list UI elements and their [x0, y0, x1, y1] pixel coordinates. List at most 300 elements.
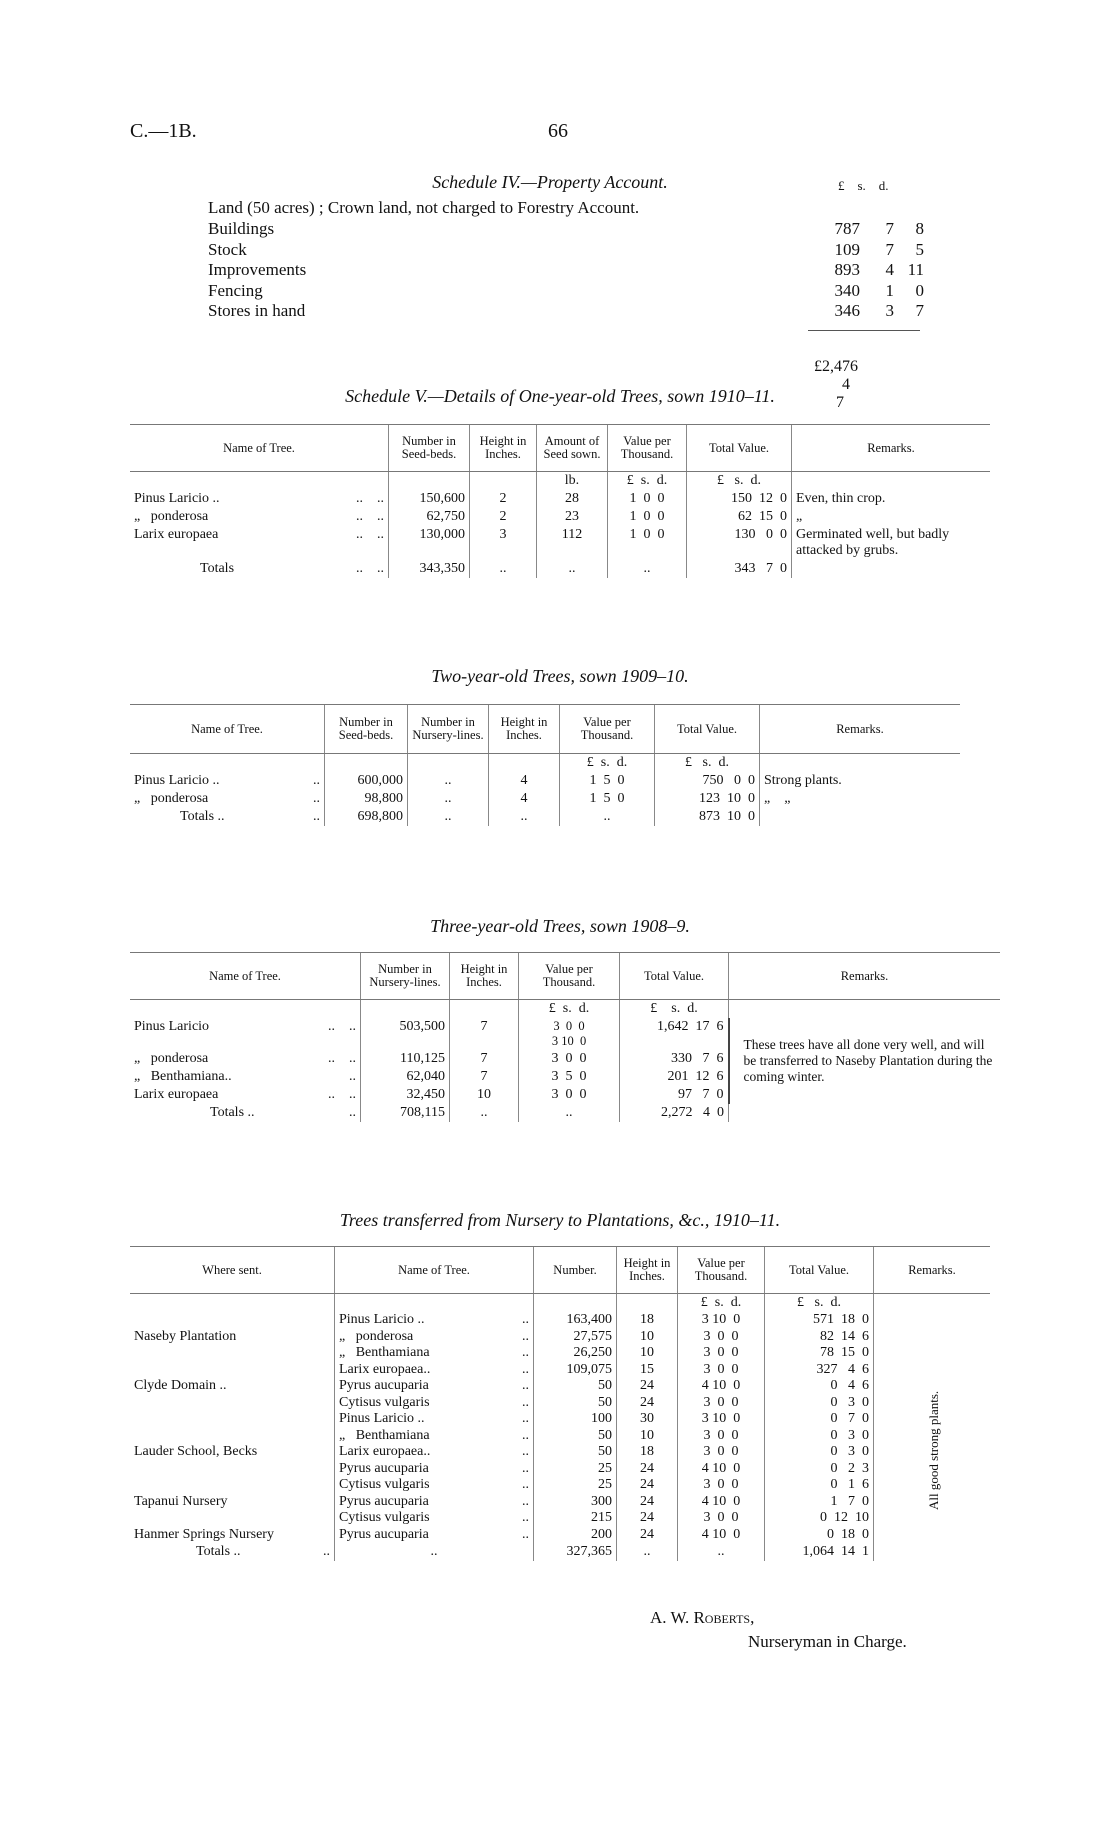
number-cell: 27,575 [534, 1329, 617, 1346]
remarks-cell [874, 1345, 991, 1362]
tree-name: „ ponderosa [134, 791, 209, 806]
col-height: Height in Inches. [489, 705, 560, 754]
leader-dots: .. .. [328, 1051, 356, 1066]
where-cell [130, 1510, 335, 1527]
tree-name-cell [335, 1444, 534, 1461]
value-cell: 3 0 0 [678, 1444, 765, 1461]
height-cell: 10 [450, 1086, 519, 1104]
property-label: Improvements [208, 260, 307, 279]
col-value: Value per Thousand. [519, 953, 620, 1000]
col-remarks: Remarks. [874, 1247, 991, 1294]
tree-name-cell [335, 1395, 534, 1412]
col-name: Name of Tree. [130, 425, 389, 472]
tree-name-cell [335, 1510, 534, 1527]
value-cell: 3 10 0 [678, 1411, 765, 1428]
total-cell: 0 3 0 [765, 1444, 874, 1461]
col-height: Height in Inches. [617, 1247, 678, 1294]
height-cell: 7 [450, 1018, 519, 1050]
tree-name-cell [335, 1345, 534, 1362]
value-cell: 1 5 0 [560, 772, 655, 790]
total-cell: 97 7 0 [620, 1086, 729, 1104]
totals-row [130, 1543, 990, 1561]
total-height: .. [450, 1104, 519, 1122]
col-value: Value per Thousand. [678, 1247, 765, 1294]
unit-total: £ s. d. [765, 1294, 874, 1313]
number-cell: 62,750 [389, 508, 470, 526]
col-number: Number. [534, 1247, 617, 1294]
tree-name: „ Benthamiana [339, 1427, 430, 1443]
page-number: 66 [548, 120, 568, 142]
property-pounds: 893 [834, 260, 860, 279]
height-cell: 4 [489, 790, 560, 808]
where-cell [130, 1477, 335, 1494]
tree-name-cell [335, 1362, 534, 1379]
number-cell: 50 [534, 1378, 617, 1395]
value-cell: 4 10 0 [678, 1378, 765, 1395]
tree-name-cell [335, 1494, 534, 1511]
total-height: .. [617, 1543, 678, 1561]
transfers-table [130, 1246, 990, 1561]
unit-value: £ s. d. [608, 472, 687, 491]
total-name: .. [335, 1543, 534, 1561]
total-seedbeds: 698,800 [325, 808, 408, 826]
totals-label-cell [130, 1543, 335, 1561]
total-nursery: .. [408, 808, 489, 826]
leader-dots: .. [522, 1444, 529, 1459]
col-seedbeds: Number in Seed-beds. [389, 425, 470, 472]
where-cell: Clyde Domain .. [134, 1378, 227, 1393]
number-cell: 215 [534, 1510, 617, 1527]
total-cell: 0 1 6 [765, 1477, 874, 1494]
col-total: Total Value. [655, 705, 760, 754]
total-height: .. [489, 808, 560, 826]
where-cell: Tapanui Nursery [134, 1493, 228, 1509]
signature-role: Nurseryman in Charge. [748, 1632, 907, 1651]
signature-name: A. W. Roberts, [650, 1608, 755, 1627]
leader-dots: .. [522, 1493, 529, 1509]
tree-name: Larix europaea [134, 527, 219, 542]
number-cell: 163,400 [534, 1312, 617, 1329]
tree-name-cell [130, 490, 389, 508]
leader-dots: .. [349, 1069, 356, 1084]
totals-label-cell [130, 808, 325, 826]
property-label: Stock [208, 239, 247, 259]
height-cell: 2 [470, 508, 537, 526]
leader-dots: .. [522, 1361, 529, 1377]
total-cell: 78 15 0 [765, 1345, 874, 1362]
number-cell: 50 [534, 1428, 617, 1445]
where-cell [130, 1428, 335, 1445]
tree-name: „ ponderosa [134, 1051, 209, 1066]
leader-dots: .. .. [356, 509, 384, 524]
where-cell [130, 1312, 335, 1329]
tree-name: Cytisus vulgaris [339, 1477, 430, 1492]
grand-total: 343 7 0 [687, 560, 792, 578]
totals-label: Totals [200, 561, 235, 576]
property-pence: 7 [915, 301, 924, 320]
empty-cell [729, 1104, 1001, 1122]
total-value: .. [519, 1104, 620, 1122]
tree-name: Pyrus aucuparia [339, 1526, 429, 1542]
seed-cell: 28 [537, 490, 608, 508]
number-cell: 109,075 [534, 1362, 617, 1379]
property-label: Fencing [208, 280, 263, 300]
property-items [208, 219, 928, 322]
height-cell: 4 [489, 772, 560, 790]
tree-name-cell [130, 790, 325, 808]
unit-total: £ s. d. [655, 754, 760, 773]
total-cell: 130 0 0 [687, 526, 792, 560]
total-cell: 330 7 6 [620, 1050, 729, 1068]
seed-cell: 112 [537, 526, 608, 560]
table-row [130, 1411, 990, 1428]
total-cell: 0 18 0 [765, 1527, 874, 1544]
tree-name-cell [130, 1068, 361, 1086]
number-cell: 50 [534, 1444, 617, 1461]
leader-dots: .. [313, 809, 320, 824]
leader-dots: .. [313, 791, 320, 806]
total-cell: 1 7 0 [765, 1494, 874, 1511]
height-cell: 18 [617, 1444, 678, 1461]
tree-name-cell [335, 1411, 534, 1428]
value-cell: 3 0 0 [678, 1395, 765, 1412]
height-cell: 15 [617, 1362, 678, 1379]
leader-dots: .. [522, 1526, 529, 1542]
empty-cell [874, 1543, 991, 1561]
height-cell: 2 [470, 490, 537, 508]
table-row [130, 1510, 990, 1527]
total-cell: 1,642 17 6 [620, 1018, 729, 1050]
nursery-cell: .. [408, 790, 489, 808]
tree-name-cell [130, 1018, 361, 1050]
leader-dots: .. .. [356, 561, 384, 576]
value-cell: 3 0 0 3 10 0 [519, 1018, 620, 1050]
number-cell: 100 [534, 1411, 617, 1428]
tree-name: Pinus Laricio .. [134, 491, 220, 506]
col-value: Value per Thousand. [560, 705, 655, 754]
total-number: 343,350 [389, 560, 470, 578]
currency-header: £ s. d. [838, 178, 889, 193]
value-cell: 3 10 0 [678, 1312, 765, 1329]
empty-cell [760, 808, 961, 826]
leader-dots: .. [522, 1427, 529, 1443]
remarks-cell [874, 1527, 991, 1544]
height-cell: 7 [450, 1068, 519, 1086]
unit-value: £ s. d. [519, 1000, 620, 1019]
table-row [130, 1329, 990, 1346]
property-pounds: 340 [834, 280, 860, 300]
leader-dots: .. [522, 1394, 529, 1410]
grand-total: 1,064 14 1 [765, 1543, 874, 1561]
transfers-title: Trees transferred from Nursery to Plantations, &c., 1910–11. [339, 1210, 781, 1230]
tree-name: „ Benthamiana [339, 1345, 430, 1360]
tree-name: Pinus Laricio .. [339, 1312, 425, 1327]
remarks-cell: These trees have all done very well, and will be transferred to Naseby Plantation during the coming winter. [729, 1018, 1001, 1104]
height-cell: 24 [617, 1395, 678, 1412]
total-cell: 123 10 0 [655, 790, 760, 808]
leader-dots: .. .. [356, 491, 384, 506]
unit-value: £ s. d. [560, 754, 655, 773]
table-row [130, 772, 960, 790]
col-name: Name of Tree. [130, 953, 361, 1000]
tree-name: Pyrus aucuparia [339, 1378, 429, 1393]
totals-label-cell [130, 1104, 361, 1122]
tree-name: Pyrus aucuparia [339, 1493, 429, 1509]
value-cell: 3 0 0 [678, 1329, 765, 1346]
table-row [130, 1527, 990, 1544]
total-cell: 201 12 6 [620, 1068, 729, 1086]
tree-name-cell [335, 1477, 534, 1494]
col-remarks: Remarks. [760, 705, 961, 754]
tree-name: „ Benthamiana.. [134, 1069, 232, 1084]
total-cell: 0 7 0 [765, 1411, 874, 1428]
value-cell: 3 0 0 [519, 1086, 620, 1104]
col-value: Value per Thousand. [608, 425, 687, 472]
value-cell: 3 0 0 [519, 1050, 620, 1068]
remarks-cell: „ „ [760, 790, 961, 808]
leader-dots: .. [323, 1544, 330, 1559]
property-row [208, 260, 928, 281]
schedule-v-title: Schedule V.—Details of One-year-old Trees, sown 1910–11. [345, 386, 775, 406]
two-year-title: Two-year-old Trees, sown 1909–10. [431, 666, 689, 686]
remarks-cell [874, 1312, 991, 1329]
property-row [208, 219, 928, 240]
col-seedbeds: Number in Seed-beds. [325, 705, 408, 754]
number-cell: 62,040 [361, 1068, 450, 1086]
leader-dots: .. [522, 1411, 529, 1426]
seedbeds-cell: 600,000 [325, 772, 408, 790]
tree-name-cell [130, 772, 325, 790]
number-cell: 200 [534, 1527, 617, 1544]
total-cell: 0 12 10 [765, 1510, 874, 1527]
property-account-title: Schedule IV.—Property Account. [432, 172, 668, 192]
property-total-shillings: 4 [842, 376, 850, 393]
unit-total: £ s. d. [687, 472, 792, 491]
height-cell: 10 [617, 1428, 678, 1445]
leader-dots: .. [522, 1345, 529, 1360]
number-cell: 32,450 [361, 1086, 450, 1104]
property-pence: 11 [907, 260, 924, 279]
value-cell: 3 0 0 [678, 1428, 765, 1445]
leader-dots: .. [522, 1460, 529, 1476]
value-cell: 4 10 0 [678, 1494, 765, 1511]
tree-name: Larix europaea.. [339, 1361, 431, 1377]
three-year-title: Three-year-old Trees, sown 1908–9. [430, 916, 690, 936]
property-pence: 5 [915, 239, 924, 259]
number-cell: 110,125 [361, 1050, 450, 1068]
land-note: Land (50 acres) ; Crown land, not charged to Forestry Account. [208, 198, 640, 217]
where-cell [130, 1411, 335, 1428]
col-height: Height in Inches. [450, 953, 519, 1000]
property-row [208, 301, 928, 322]
tree-name: „ ponderosa [134, 509, 209, 524]
table-row [130, 1018, 1000, 1050]
height-cell: 24 [617, 1510, 678, 1527]
property-total-pounds: £2,476 [814, 358, 858, 375]
leader-dots: .. [522, 1477, 529, 1492]
col-remarks: Remarks. [729, 953, 1001, 1000]
table-row [130, 1312, 990, 1329]
total-value: .. [560, 808, 655, 826]
property-shillings: 1 [885, 280, 894, 300]
tree-name: Larix europaea [134, 1087, 219, 1102]
value-cell: 4 10 0 [678, 1527, 765, 1544]
col-total: Total Value. [620, 953, 729, 1000]
number-cell: 300 [534, 1494, 617, 1511]
transfers-remarks: All good strong plants. [926, 1390, 941, 1510]
value-cell: 3 0 0 [678, 1510, 765, 1527]
col-seed: Amount of Seed sown. [537, 425, 608, 472]
value-cell: 3 0 0 [678, 1345, 765, 1362]
property-row [208, 281, 928, 302]
table-row [130, 1444, 990, 1461]
property-shillings: 3 [885, 301, 894, 320]
col-where: Where sent. [130, 1247, 335, 1294]
tree-name: Pinus Laricio .. [134, 773, 220, 788]
totals-label: Totals .. [196, 1544, 241, 1559]
where-cell [130, 1395, 335, 1412]
total-cell: 150 12 0 [687, 490, 792, 508]
height-cell: 3 [470, 526, 537, 560]
table-row [130, 1395, 990, 1412]
col-tree: Name of Tree. [335, 1247, 534, 1294]
unit-value: £ s. d. [678, 1294, 765, 1313]
where-cell: Lauder School, Becks [134, 1444, 258, 1459]
tree-name-cell [335, 1428, 534, 1445]
table-row [130, 1477, 990, 1494]
tree-name-cell [130, 1050, 361, 1068]
total-cell: 0 3 0 [765, 1428, 874, 1445]
total-number: 708,115 [361, 1104, 450, 1122]
property-label: Stores in hand [208, 301, 306, 320]
remarks-cell: Even, thin crop. [792, 490, 991, 508]
tree-name: Pinus Laricio [134, 1019, 210, 1034]
total-cell: 327 4 6 [765, 1362, 874, 1379]
total-number: 327,365 [534, 1543, 617, 1561]
total-cell: 0 4 6 [765, 1378, 874, 1395]
table-row [130, 1494, 990, 1511]
leader-dots: .. .. [328, 1087, 356, 1102]
height-cell: 30 [617, 1411, 678, 1428]
where-cell [130, 1362, 335, 1379]
number-cell: 25 [534, 1477, 617, 1494]
leader-dots: .. [522, 1510, 529, 1525]
tree-name: Pinus Laricio .. [339, 1411, 425, 1426]
total-seed: .. [537, 560, 608, 578]
col-nursery: Number in Nursery-lines. [408, 705, 489, 754]
unit-total: £ s. d. [620, 1000, 729, 1019]
tree-name: Larix europaea.. [339, 1444, 431, 1459]
page-ref: C.—1B. [130, 120, 197, 142]
total-rule [808, 330, 920, 331]
property-pounds: 109 [834, 239, 860, 259]
table-row [130, 1461, 990, 1478]
col-nursery: Number in Nursery-lines. [361, 953, 450, 1000]
height-cell: 24 [617, 1477, 678, 1494]
table-row [130, 1362, 990, 1379]
leader-dots: .. [522, 1328, 529, 1344]
number-cell: 25 [534, 1461, 617, 1478]
col-height: Height in Inches. [470, 425, 537, 472]
remarks-cell: Germinated well, but badly attacked by grubs. [792, 526, 991, 560]
tree-name-cell [130, 1086, 361, 1104]
tree-name-cell [335, 1329, 534, 1346]
schedule-v-table [130, 424, 990, 578]
number-cell: 150,600 [389, 490, 470, 508]
tree-name-cell [335, 1312, 534, 1329]
tree-name-cell [335, 1461, 534, 1478]
leader-dots: .. [522, 1312, 529, 1327]
total-cell: 0 2 3 [765, 1461, 874, 1478]
grand-total: 2,272 4 0 [620, 1104, 729, 1122]
tree-name-cell [130, 508, 389, 526]
height-cell: 10 [617, 1345, 678, 1362]
three-year-table [130, 952, 1000, 1122]
number-cell: 130,000 [389, 526, 470, 560]
number-cell: 50 [534, 1395, 617, 1412]
number-cell: 503,500 [361, 1018, 450, 1050]
seedbeds-cell: 98,800 [325, 790, 408, 808]
value-cell: 3 0 0 [678, 1477, 765, 1494]
height-cell: 24 [617, 1494, 678, 1511]
tree-name: Pyrus aucuparia [339, 1460, 429, 1476]
leader-dots: .. .. [328, 1019, 356, 1034]
tree-name-cell [130, 526, 389, 560]
remarks-cell [874, 1329, 991, 1346]
two-year-table [130, 704, 960, 826]
table-row [130, 1428, 990, 1445]
property-total-pence: 7 [836, 394, 844, 411]
number-cell: 26,250 [534, 1345, 617, 1362]
value-cell: 4 10 0 [678, 1461, 765, 1478]
property-pounds: 346 [834, 301, 860, 320]
height-cell: 24 [617, 1378, 678, 1395]
property-label: Buildings [208, 219, 275, 238]
tree-name: Cytisus vulgaris [339, 1510, 430, 1525]
where-cell [130, 1345, 335, 1362]
property-pounds: 787 [834, 219, 860, 238]
seed-cell: 23 [537, 508, 608, 526]
col-remarks: Remarks. [792, 425, 991, 472]
totals-row [130, 808, 960, 826]
remarks-cell [874, 1510, 991, 1527]
remarks-cell: Strong plants. [760, 772, 961, 790]
totals-label: Totals .. [210, 1105, 255, 1120]
total-cell: 82 14 6 [765, 1329, 874, 1346]
nursery-cell: .. [408, 772, 489, 790]
property-pence: 8 [915, 219, 924, 238]
total-cell: 0 3 0 [765, 1395, 874, 1412]
col-total: Total Value. [687, 425, 792, 472]
totals-label: Totals .. [180, 809, 225, 824]
total-cell: 62 15 0 [687, 508, 792, 526]
value-cell: 1 0 0 [608, 508, 687, 526]
totals-row [130, 560, 990, 578]
table-row [130, 790, 960, 808]
total-height: .. [470, 560, 537, 578]
height-cell: 18 [617, 1312, 678, 1329]
table-row [130, 1378, 990, 1395]
where-cell: Hanmer Springs Nursery [134, 1526, 274, 1542]
leader-dots: .. [522, 1378, 529, 1393]
property-shillings: 7 [885, 219, 894, 238]
empty-cell [792, 560, 991, 578]
property-shillings: 4 [885, 260, 894, 279]
table-row [130, 1345, 990, 1362]
value-cell: 3 5 0 [519, 1068, 620, 1086]
remarks-cell [874, 1362, 991, 1379]
leader-dots: .. [313, 773, 320, 788]
